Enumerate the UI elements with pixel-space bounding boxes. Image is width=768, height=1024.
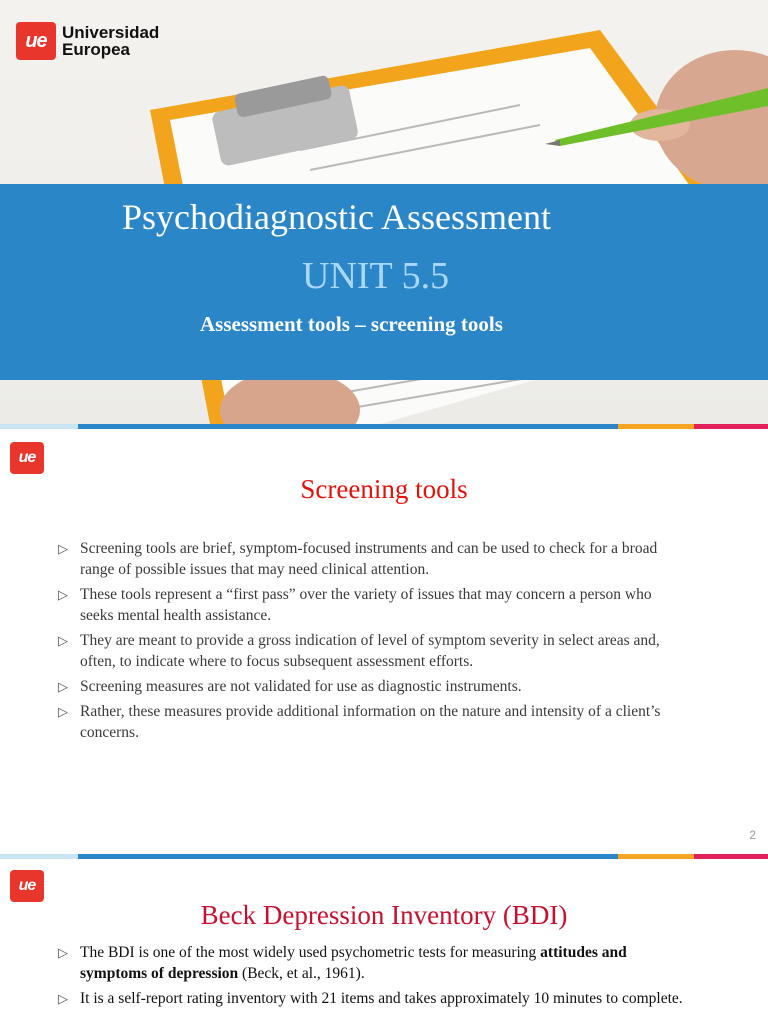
university-name-line1: Universidad bbox=[62, 23, 160, 42]
screening-tools-slide bbox=[0, 430, 768, 854]
bullet-list bbox=[58, 942, 688, 1013]
ue-logo-badge bbox=[10, 870, 44, 902]
bullet-item: ▷ These tools represent a “first pass” over the variety of issues that may concern a person who seeks mental health assistance. bbox=[58, 586, 652, 624]
university-name-line2: Europea bbox=[62, 40, 131, 59]
slide-title: Beck Depression Inventory (BDI) bbox=[200, 900, 568, 930]
bullet-item: ▷ They are meant to provide a gross indication of level of symptom severity in select areas and, often, to indicate where to focus subsequent assessment efforts. bbox=[58, 632, 660, 670]
ue-logo-letters: ue bbox=[25, 29, 47, 52]
page-number: 2 bbox=[749, 828, 756, 842]
ue-logo-badge bbox=[10, 442, 44, 474]
bold-phrase: attitudes and symptoms of depression bbox=[80, 944, 627, 982]
ue-logo-letters: ue bbox=[18, 877, 36, 894]
bullet-item: ▷ Screening measures are not validated for use as diagnostic instruments. bbox=[58, 678, 522, 695]
triangle-bullet-icon: ▷ bbox=[58, 679, 68, 694]
title-slide bbox=[0, 0, 768, 424]
bdi-slide bbox=[0, 860, 768, 1024]
triangle-bullet-icon: ▷ bbox=[58, 587, 68, 602]
slide-title: Screening tools bbox=[300, 474, 468, 504]
color-stripe-divider bbox=[0, 854, 768, 859]
bullet-list bbox=[58, 538, 688, 747]
color-stripe-divider bbox=[0, 424, 768, 429]
triangle-bullet-icon: ▷ bbox=[58, 991, 68, 1006]
bullet-item: ▷ It is a self-report rating inventory with 21 items and takes approximately 10 minutes to complete. bbox=[58, 990, 683, 1007]
bullet-item: ▷ Screening tools are brief, symptom-focused instruments and can be used to check for a broad range of possible issues that may need clinical attention. bbox=[58, 540, 658, 578]
triangle-bullet-icon: ▷ bbox=[58, 704, 68, 719]
university-logo bbox=[16, 22, 159, 60]
university-name bbox=[62, 24, 159, 58]
bullet-item: ▷ Rather, these measures provide additional information on the nature and intensity of a client’s concerns. bbox=[58, 703, 661, 741]
ue-logo-badge bbox=[16, 22, 56, 60]
triangle-bullet-icon: ▷ bbox=[58, 633, 68, 648]
triangle-bullet-icon: ▷ bbox=[58, 945, 68, 960]
unit-subtitle: Assessment tools – screening tools bbox=[200, 312, 503, 336]
bullet-item: ▷ The BDI is one of the most widely used psychometric tests for measuring attitudes and symptoms of depression (Beck, et al., 1961). bbox=[58, 944, 627, 982]
ue-logo-letters: ue bbox=[18, 449, 36, 466]
unit-title: UNIT 5.5 bbox=[302, 255, 450, 297]
triangle-bullet-icon: ▷ bbox=[58, 541, 68, 556]
course-title: Psychodiagnostic Assessment bbox=[122, 197, 551, 237]
